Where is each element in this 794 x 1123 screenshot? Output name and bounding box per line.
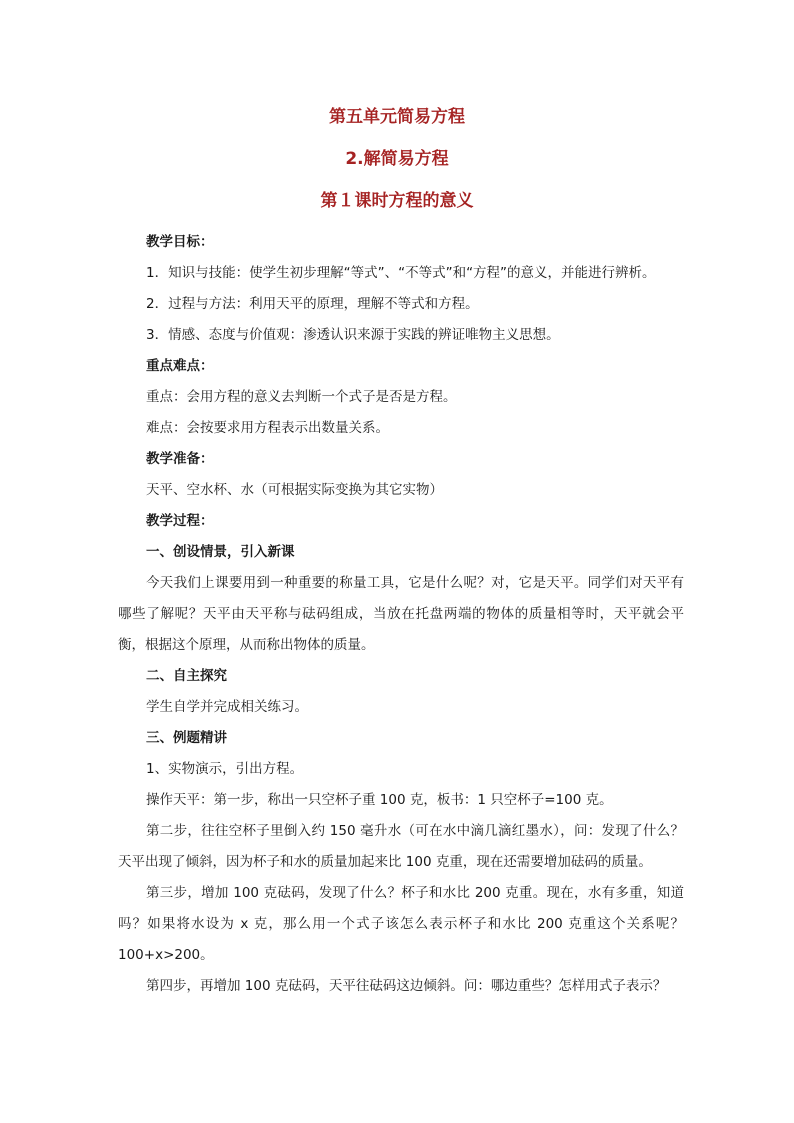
goals-heading: 教学目标： [146, 234, 214, 250]
process-heading: 教学过程： [146, 513, 214, 529]
goal-attitude: 3．情感、态度与价值观：渗透认识来源于实践的辨证唯物主义思想。 [146, 327, 560, 343]
difficult-point: 难点：会按要求用方程表示出数量关系。 [146, 420, 389, 436]
unit-title: 第五单元简易方程 [329, 107, 465, 127]
part1-heading: 一、创设情景，引入新课 [146, 544, 295, 560]
step-one: 操作天平：第一步，称出一只空杯子重 100 克，板书：1 只空杯子=100 克。 [146, 792, 613, 808]
key-heading: 重点难点： [146, 358, 214, 374]
step-two: 第二步，往往空杯子里倒入约 150 毫升水（可在水中滴几滴红墨水），问：发现了什么？天平出现了倾斜，因为杯子和水的质量加起来比 100 克重，现在还需要增加砝码的质量。 [118, 823, 684, 870]
prep-heading: 教学准备： [146, 451, 214, 467]
goal-process: 2．过程与方法：利用天平的原理，理解不等式和方程。 [146, 296, 479, 312]
lesson-title: 第１课时方程的意义 [320, 191, 474, 211]
section-title: 2.解简易方程 [345, 149, 449, 169]
prep-text: 天平、空水杯、水（可根据实际变换为其它实物） [146, 482, 443, 498]
key-point: 重点：会用方程的意义去判断一个式子是否是方程。 [146, 389, 457, 405]
part2-heading: 二、自主探究 [146, 668, 227, 684]
part3-heading: 三、例题精讲 [146, 730, 227, 746]
step-three: 第三步，增加 100 克砝码，发现了什么？杯子和水比 200 克重。现在，水有多重，知道吗？如果将水设为 x 克，那么用一个式子该怎么表示杯子和水比 200 克重这个关系呢？100+x>200。 [118, 885, 684, 963]
part2-text: 学生自学并完成相关练习。 [146, 699, 308, 715]
lesson-body [118, 227, 684, 1002]
step-four: 第四步，再增加 100 克砝码，天平往砝码这边倾斜。问：哪边重些？怎样用式子表示？ [146, 978, 667, 994]
step-intro: 1、实物演示，引出方程。 [146, 761, 304, 777]
part1-text: 今天我们上课要用到一种重要的称量工具，它是什么呢？对，它是天平。同学们对天平有哪些了解呢？天平由天平称与砝码组成，当放在托盘两端的物体的质量相等时，天平就会平衡，根据这个原理，从而称出物体的质量。 [118, 575, 684, 653]
goal-knowledge: 1．知识与技能：使学生初步理解“等式”、“不等式”和“方程”的意义，并能进行辨析。 [146, 265, 656, 281]
